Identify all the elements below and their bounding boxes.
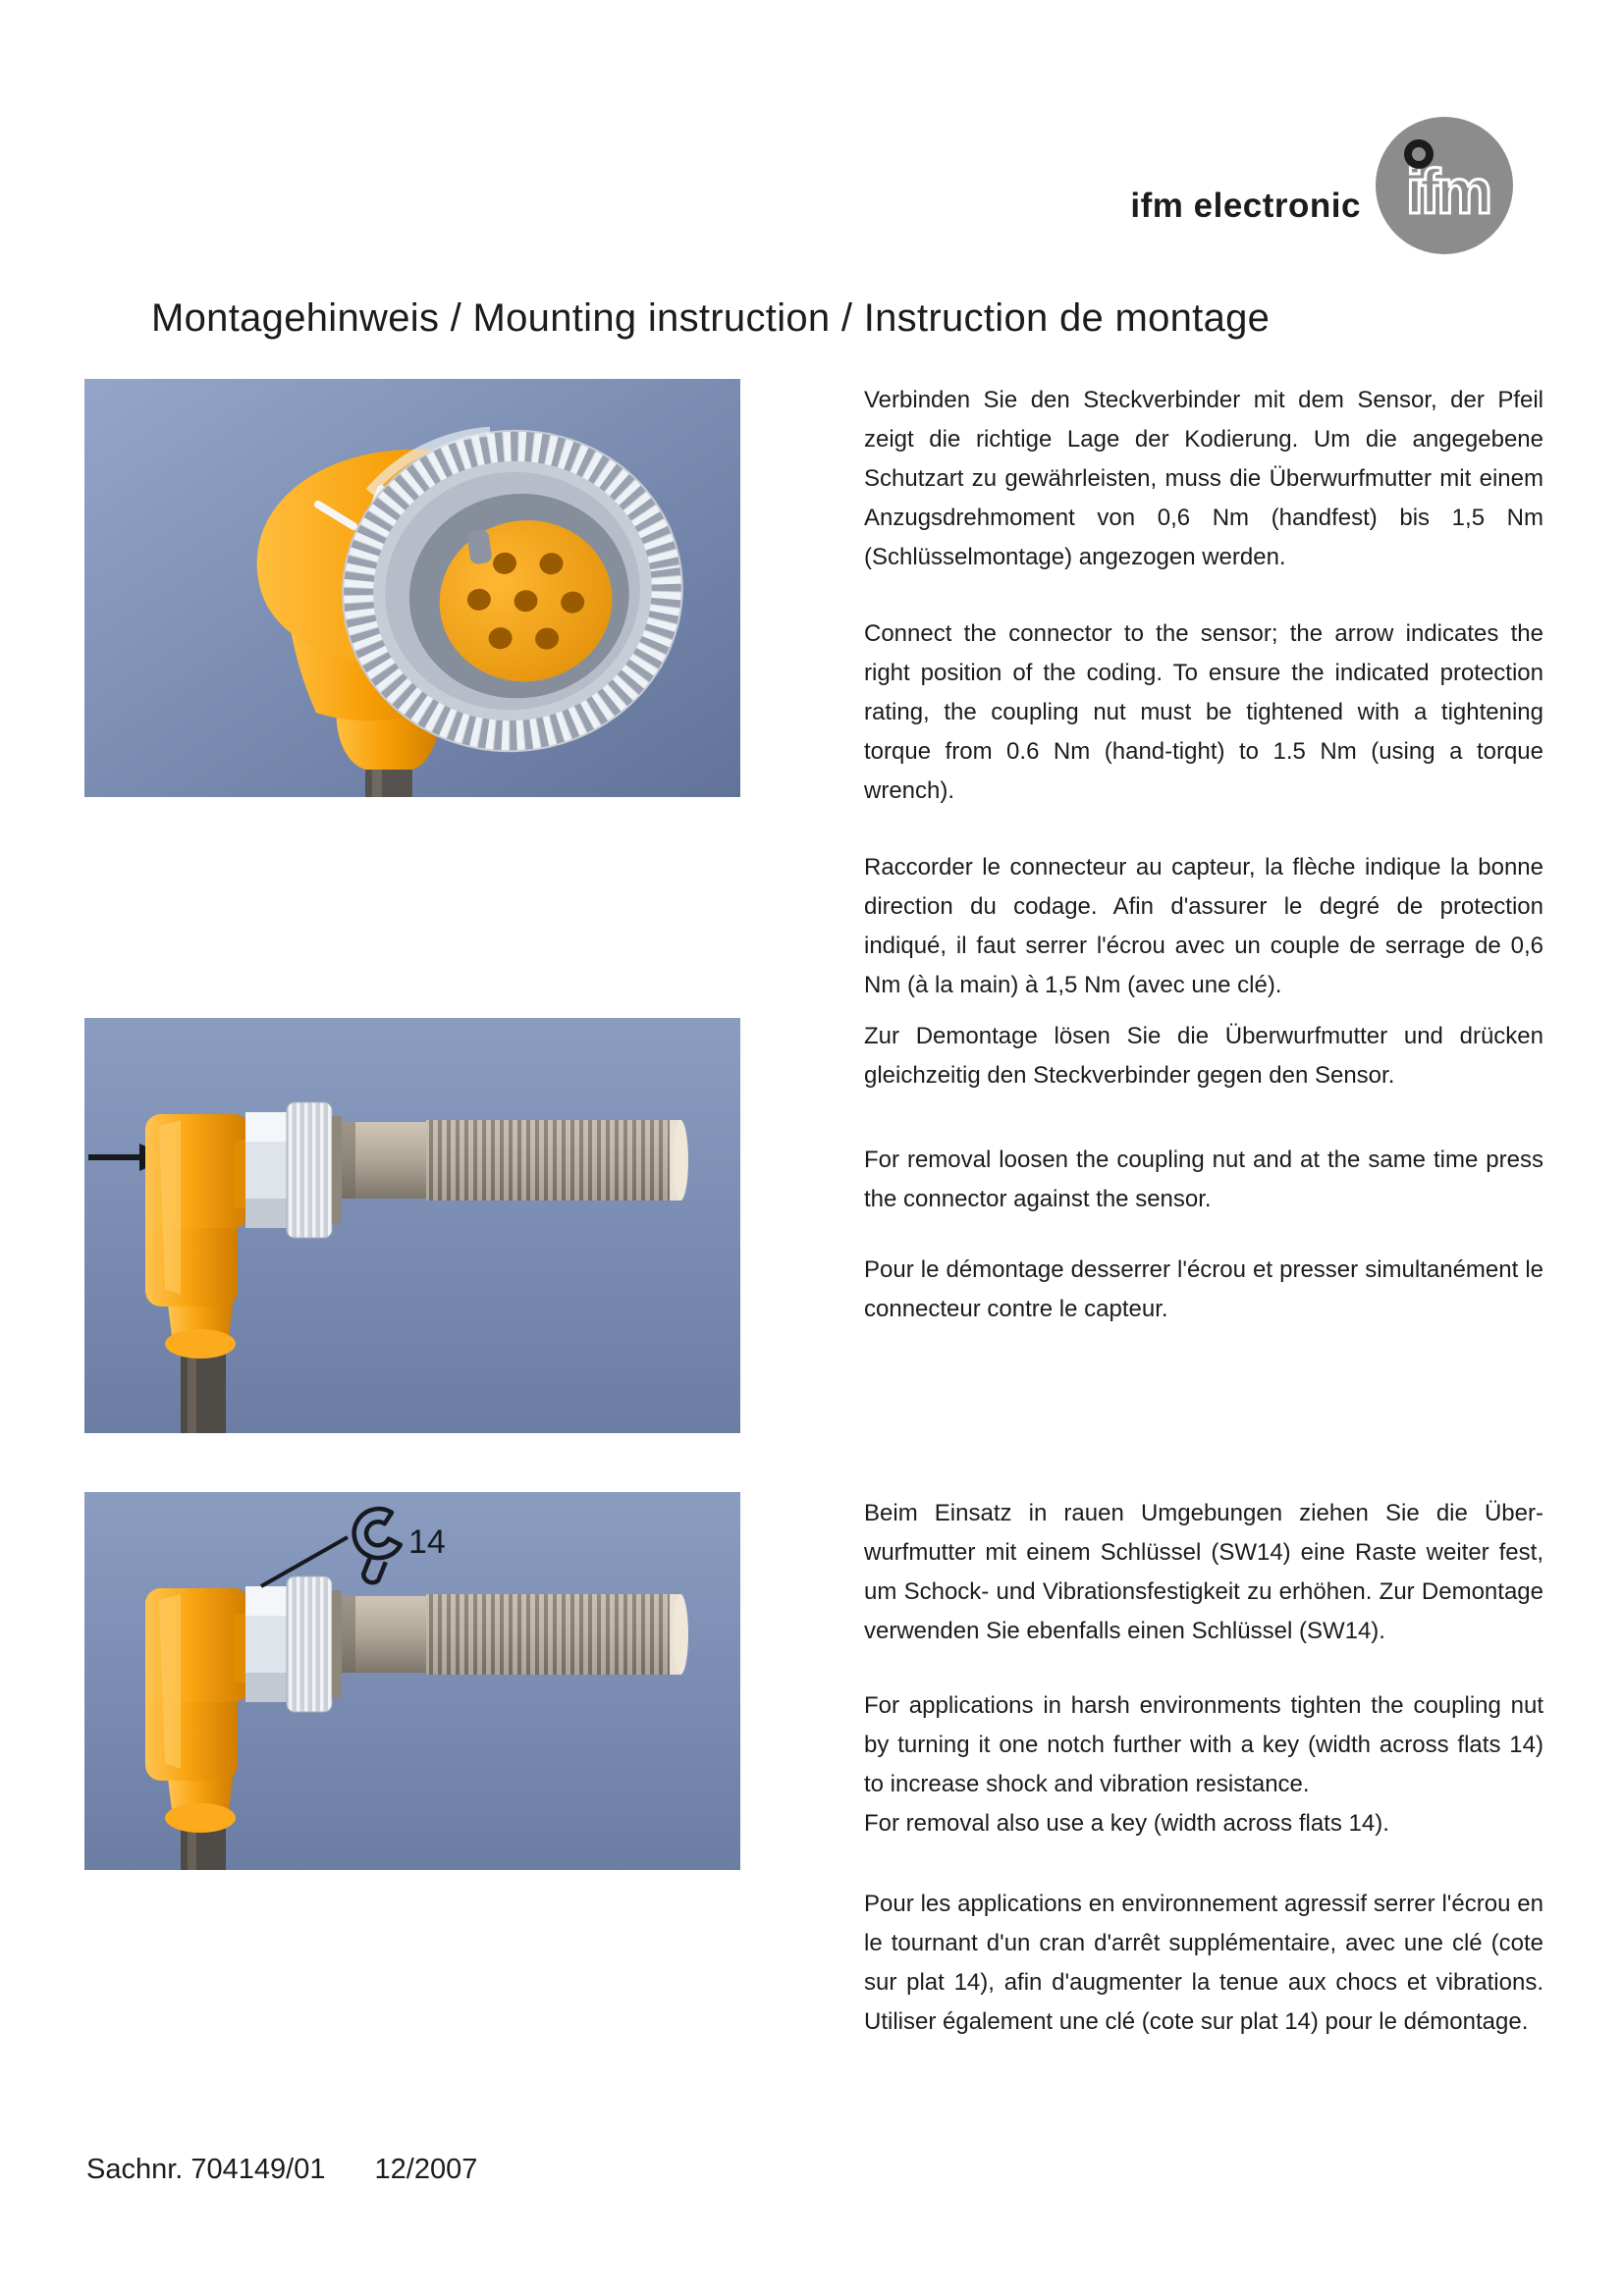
paragraph-english-3: For applications in harsh environments tighten the coupling nut by turning it one notch further with a key (width across flats 14) to increase shock and vibration resistance. (864, 1692, 1543, 1797)
coupling-nut-side (245, 1576, 332, 1712)
document-footer (86, 2154, 477, 2186)
footer-date: 12/2007 (374, 2154, 478, 2185)
footer-part-number: Sachnr. 704149/01 (86, 2154, 326, 2185)
logo-letters: ifm (1406, 156, 1489, 227)
connector-wrench-illustration (84, 1492, 740, 1870)
ifm-logo (1375, 116, 1514, 255)
paragraph-german-3: Beim Einsatz in rauen Umgebungen ziehen Sie die Überwurfmutter mit einem Schlüssel (SW14) eine Raste weiter fest, um Schock- und Vibrationsfestigkeit zu erhöhen. Zur Demontage verwenden Sie ebenfalls einen Schlüssel (SW14). (864, 1500, 1543, 1644)
connector-front-illustration (84, 379, 740, 797)
wrench-size-label: 14 (408, 1523, 446, 1561)
figure-connector-mounted-arrow (84, 1018, 740, 1433)
paragraph-english-3-continued: For removal also use a key (width across flats 14). (864, 1810, 1389, 1837)
page-title: Montagehinweis / Mounting instruction / Instruction de montage (151, 296, 1271, 340)
figure-connector-front-view (84, 379, 740, 797)
connector-side-illustration (84, 1018, 740, 1433)
paragraph-english-1: Connect the connector to the sensor; the arrow indicates the right position of the coding. To ensure the indicated protection rating, the coupling nut must be tightened with a tightening torque from 0.6 Nm (hand-tight) to 1.5 Nm (using a torque wrench). (864, 620, 1543, 804)
paragraph-german-1: Verbinden Sie den Steckverbinder mit dem Sensor, der Pfeil zeigt die richtige Lage der Kodierung. Um die angegebene Schutzart zu gewährleisten, muss die Überwurfmutter mit einem Anzugsdrehmoment von 0,6 Nm (handfest) bis 1,5 Nm (Schlüsselmontage) angezogen werden. (864, 387, 1543, 570)
paragraph-french-2: Pour le démontage desserrer l'écrou et presser simultanément le connecteur contre le capteur. (864, 1256, 1543, 1322)
paragraph-english-2: For removal loosen the coupling nut and at the same time press the connector against the sensor. (864, 1147, 1543, 1212)
figure-connector-mounted-wrench (84, 1492, 740, 1870)
coupling-nut-side (245, 1102, 332, 1238)
paragraph-french-3: Pour les applications en environnement agressif serrer l'écrou en le tournant d'un cran d'arrêt supplémentaire, avec une clé (cote sur plat 14), afin d'augmenter la tenue aux chocs et vibrations. Utiliser également une clé (cote sur plat 14) pour le démontage. (864, 1891, 1543, 2035)
brand-header (1130, 116, 1514, 255)
paragraph-german-2: Zur Demontage lösen Sie die Überwurfmutter und drücken gleichzeitig den Steckverbinder gegen den Sensor. (864, 1023, 1543, 1089)
brand-name: ifm electronic (1130, 187, 1361, 225)
paragraph-french-1: Raccorder le connecteur au capteur, la flèche indique la bonne direction du codage. Afin d'assurer le degré de protection indiqué, il faut serrer l'écrou avec un couple de serrage de 0,6 Nm (à la main) à 1,5 Nm (avec une clé). (864, 854, 1543, 998)
